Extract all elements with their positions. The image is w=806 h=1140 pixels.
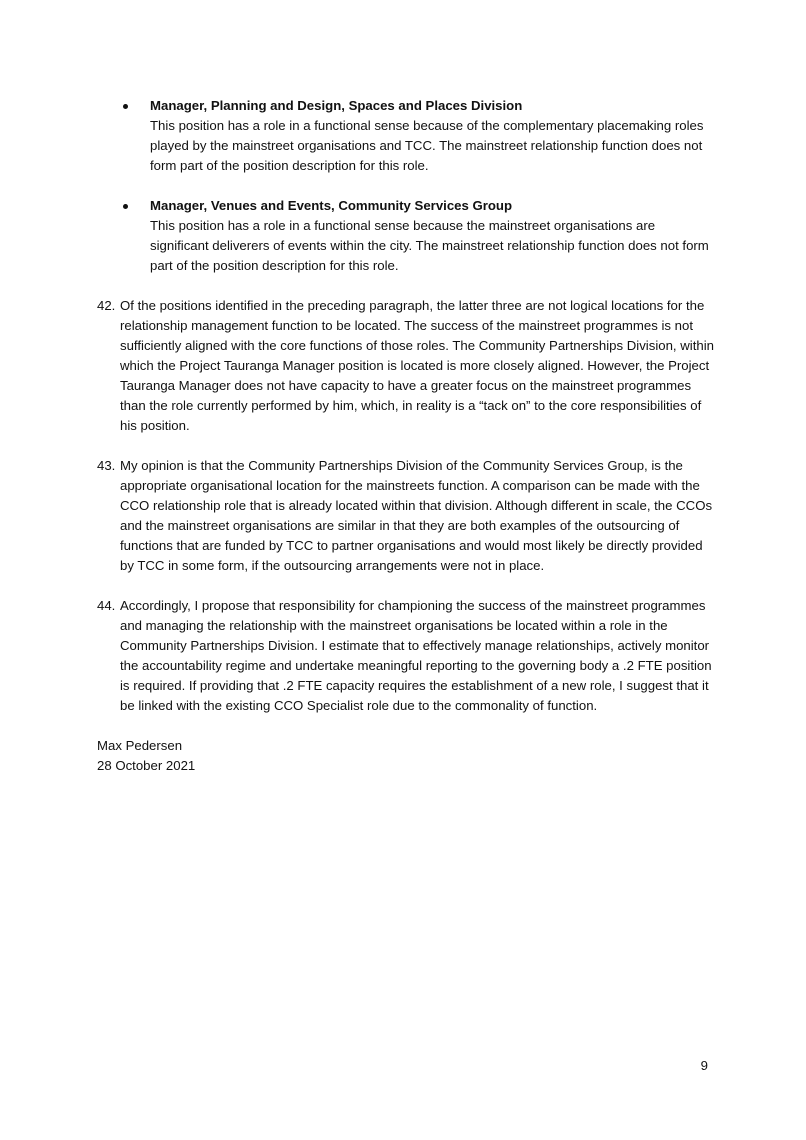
- signature-date: 28 October 2021: [97, 758, 196, 773]
- paragraph-number: 42.: [97, 298, 116, 313]
- bullet-body: This position has a role in a functional sense because of the complementary placemaking roles played by the mainstreet organisations and TCC. The mainstreet relationship function does not form part of the position description for this role.: [150, 118, 704, 173]
- paragraph-text: My opinion is that the Community Partnerships Division of the Community Services Group, is the appropriate organisational location for the mainstreets function. A comparison can be made with the CCO relationship role that is already located within that division. Although different in scale, the CCOs and the mainstreet organisations are similar in that they are both examples of the outsourcing of functions that are funded by TCC to partner organisations and would most likely be directly provided by TCC in some form, if the outsourcing arrangements were not in place.: [120, 458, 713, 573]
- bullet-body: This position has a role in a functional sense because the mainstreet organisations are significant deliverers of events within the city. The mainstreet relationship function does not form part of the position description for this role.: [150, 218, 709, 273]
- bullet-dot-icon: [123, 204, 128, 209]
- signature-block: [97, 736, 715, 776]
- paragraph-text: Accordingly, I propose that responsibility for championing the success of the mainstreet programmes and managing the relationship with the mainstreet organisations be located within a role in the Community Partnerships Division. I estimate that to effectively manage relationships, actively monitor the accountability regime and undertake meaningful reporting to the governing body a .2 FTE position is required. If providing that .2 FTE capacity requires the establishment of a new role, I suggest that it be linked with the existing CCO Specialist role due to the commonality of function.: [120, 598, 712, 713]
- bullet-title: Manager, Planning and Design, Spaces and Places Division: [150, 98, 523, 113]
- bullet-title: Manager, Venues and Events, Community Services Group: [150, 198, 513, 213]
- paragraph-44: [97, 596, 715, 716]
- signature-name: Max Pedersen: [97, 738, 183, 753]
- bullet-dot-icon: [123, 104, 128, 109]
- document-body: [97, 96, 715, 776]
- paragraph-number: 43.: [97, 458, 116, 473]
- paragraph-text: Of the positions identified in the preceding paragraph, the latter three are not logical locations for the relationship management function to be located. The success of the mainstreet programmes is not sufficiently aligned with the core functions of those roles. The Community Partnerships Division, within which the Project Tauranga Manager position is located is more closely aligned. However, the Project Tauranga Manager does not have capacity to have a greater focus on the mainstreet programmes than the role currently performed by him, which, in reality is a “tack on” to the core responsibilities of his position.: [120, 298, 714, 433]
- paragraph-42: [97, 296, 715, 436]
- paragraph-number: 44.: [97, 598, 116, 613]
- bullet-item-planning-design: [97, 96, 715, 176]
- paragraph-43: [97, 456, 715, 576]
- page-number: 9: [700, 1058, 708, 1073]
- bullet-item-venues-events: [97, 196, 715, 276]
